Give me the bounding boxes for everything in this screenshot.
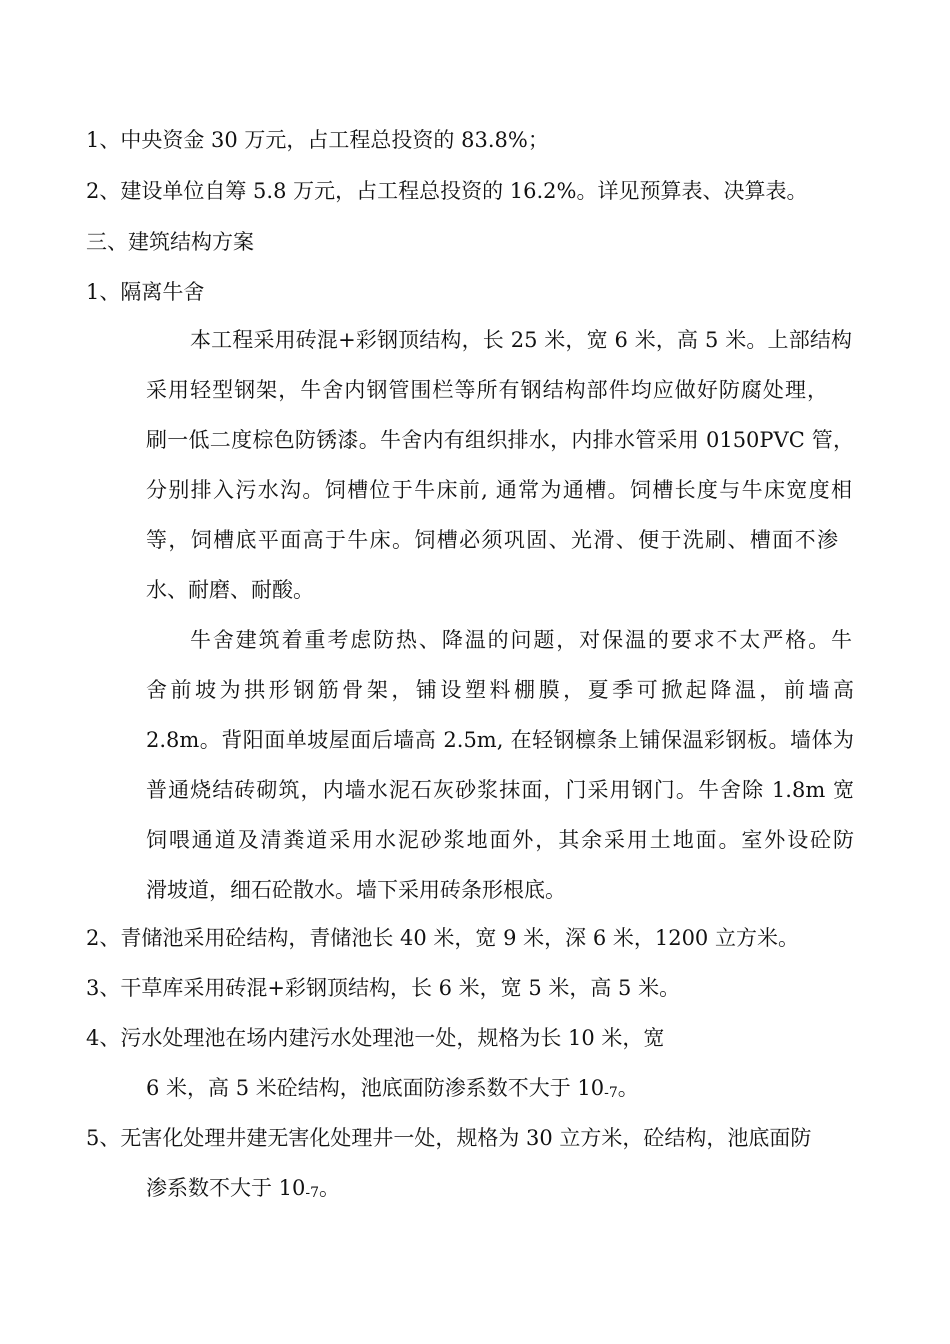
section-heading: 三、建筑结构方案	[86, 230, 254, 254]
disposal-well-exponent: -7	[305, 1185, 320, 1201]
list-item-disposal-well: 5、无害化处理井建无害化处理井一处，规格为 30 立方米，砼结构，池底面防	[86, 1126, 812, 1150]
paragraph-line: 等，饲槽底平面高于牛床。饲槽必须巩固、光滑、便于洗刷、槽面不渗	[146, 528, 838, 552]
list-item-silage-pit: 2、青储池采用砼结构，青储池长 40 米，宽 9 米，深 6 米，1200 立方米。	[86, 926, 799, 950]
list-item-sewage-pool: 4、污水处理池在场内建污水处理池一处，规格为长 10 米，宽	[86, 1026, 665, 1050]
disposal-well-text: 渗系数不大于 10	[146, 1176, 306, 1200]
paragraph-line: 2.8m。背阳面单坡屋面后墙高 2.5m, 在轻钢檩条上铺保温彩钢板。墙体为	[146, 728, 854, 752]
sewage-pool-end: 。	[617, 1076, 639, 1100]
sewage-pool-exponent: -7	[604, 1085, 618, 1101]
list-item-disposal-well-cont	[146, 1174, 340, 1207]
paragraph-line: 舍前坡为拱形钢筋骨架，铺设塑料棚膜，夏季可掀起降温，前墙高	[146, 678, 854, 702]
paragraph-line: 分别排入污水沟。饲槽位于牛床前, 通常为通槽。饲槽长度与牛床宽度相	[146, 478, 852, 502]
paragraph-line: 牛舍建筑着重考虑防热、降温的问题，对保温的要求不太严格。牛	[190, 628, 852, 652]
paragraph-line: 普通烧结砖砌筑，内墙水泥石灰砂浆抹面，门采用钢门。牛舍除 1.8m 宽	[146, 778, 854, 802]
paragraph-line: 饲喂通道及清粪道采用水泥砂浆地面外，其余采用土地面。室外设砼防	[146, 828, 854, 852]
paragraph-line: 本工程采用砖混+彩钢顶结构，长 25 米，宽 6 米，高 5 米。上部结构	[190, 328, 852, 352]
disposal-well-end: 。	[319, 1176, 341, 1200]
paragraph-line: 水、耐磨、耐酸。	[146, 578, 314, 602]
subsection-heading: 1、隔离牛舍	[86, 280, 205, 304]
paragraph-line: 刷一低二度棕色防锈漆。牛舍内有组织排水，内排水管采用 0150PVC 管，	[146, 428, 854, 452]
paragraph-line: 滑坡道，细石砼散水。墙下采用砖条形根底。	[146, 878, 566, 902]
list-item-hay-barn: 3、干草库采用砖混+彩钢顶结构，长 6 米，宽 5 米，高 5 米。	[86, 976, 681, 1000]
sewage-pool-text: 6 米，高 5 米砼结构，池底面防渗系数不大于 10	[146, 1076, 605, 1100]
paragraph-line: 采用轻型钢架，牛舍内钢管围栏等所有钢结构部件均应做好防腐处理，	[146, 378, 828, 402]
list-item-sewage-pool-cont	[146, 1074, 639, 1107]
funding-item-1: 1、中央资金 30 万元，占工程总投资的 83.8%；	[86, 128, 549, 152]
funding-item-2: 2、建设单位自筹 5.8 万元，占工程总投资的 16.2%。详见预算表、决算表。	[86, 179, 808, 203]
